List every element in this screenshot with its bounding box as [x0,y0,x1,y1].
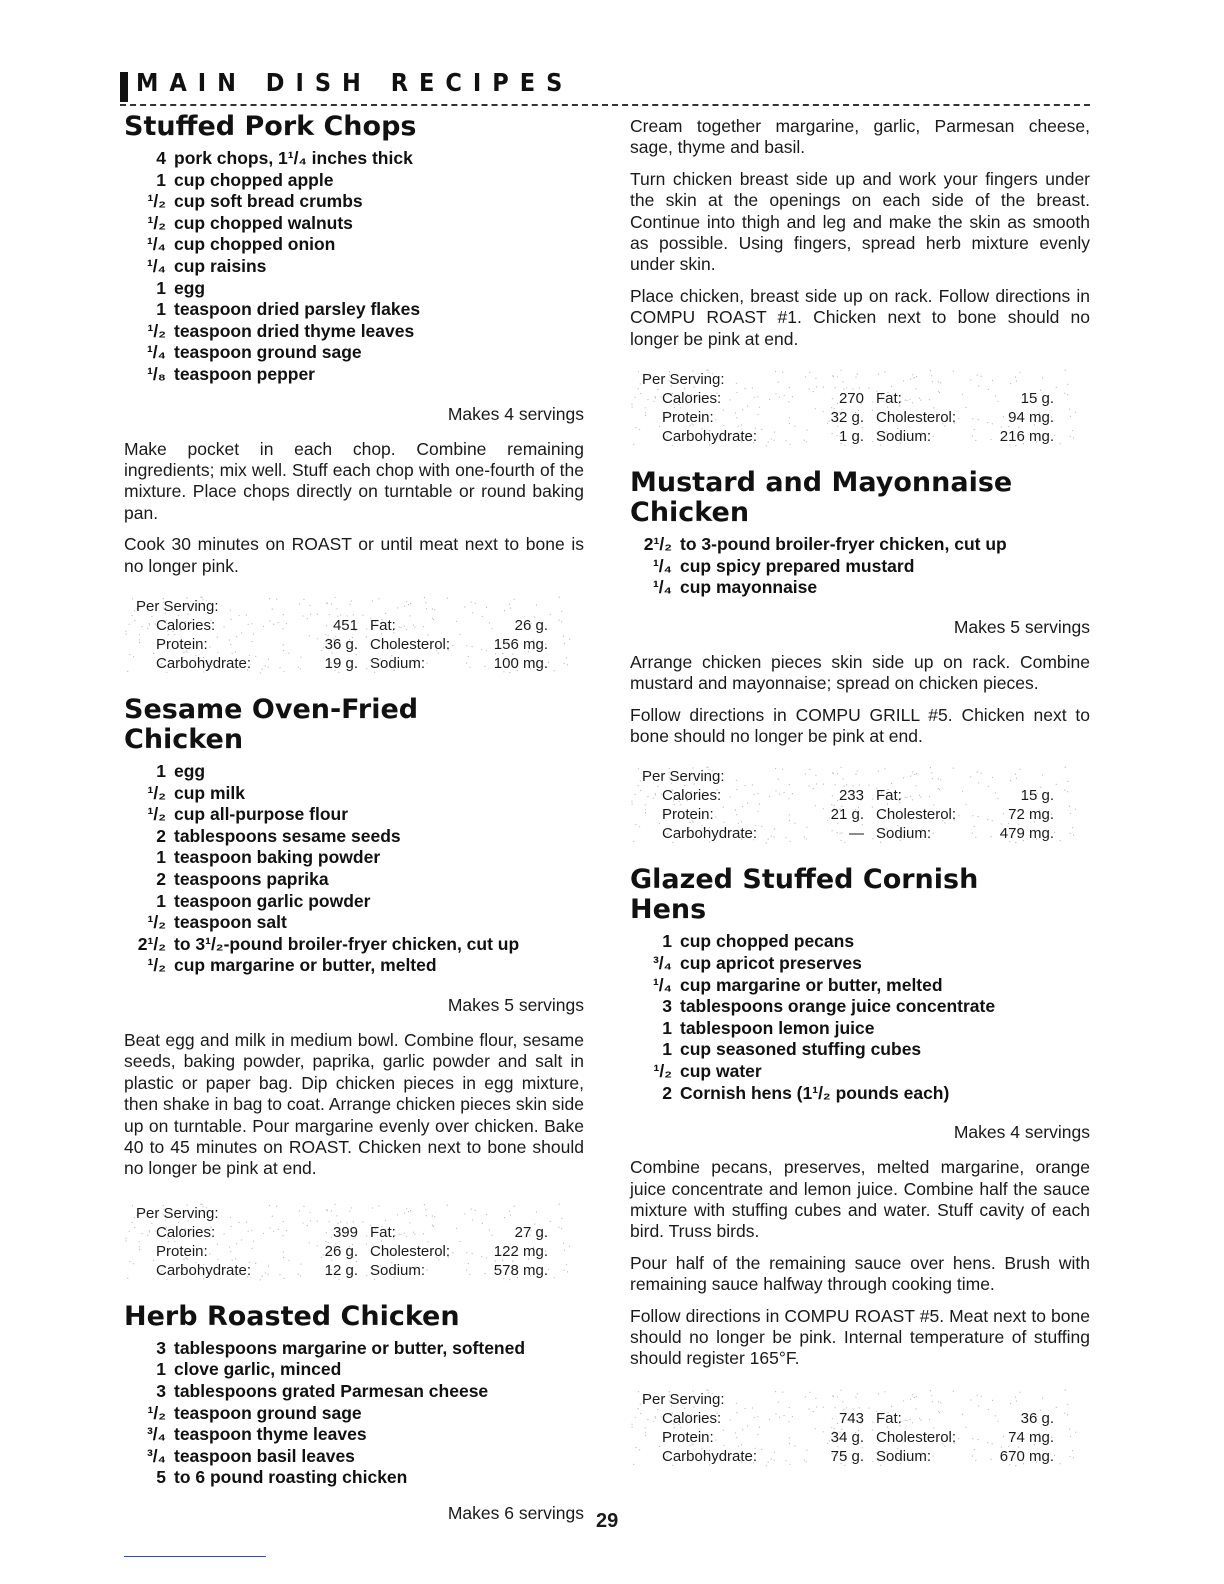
ingredient-item [124,912,584,934]
cholesterol-label: Cholesterol: [876,1428,957,1446]
nutrition-row [662,1409,1090,1428]
ingredient-text: tablespoons margarine or butter, softened [174,1337,526,1358]
left-column [124,112,584,1538]
recipe-title-line: Hens [630,894,707,926]
fat-label: Fat: [370,616,396,634]
fat-value: 26 g. [514,616,548,634]
ingredient-text: cup all-purpose flour [174,804,349,825]
nutrition-box [630,1388,1090,1468]
ingredient-text: teaspoon thyme leaves [174,1424,367,1445]
ingredient-quantity: 3 [662,996,672,1017]
protein-label: Protein: [662,409,714,427]
ingredient-text: clove garlic, minced [174,1359,342,1380]
ingredient-text: cup chopped apple [174,169,334,190]
recipe-title: Herb Roasted Chicken [124,1300,460,1332]
cholesterol-value: 74 mg. [1008,1428,1054,1446]
ingredient-text: cup milk [174,782,245,803]
direction-paragraph: Cook 30 minutes on ROAST or until meat next to bone is no longer pink. [124,534,584,576]
per-serving-label: Per Serving: [136,597,219,615]
ingredient-quantity: ¹/₈ [147,363,166,384]
ingredient-item [630,953,1090,975]
ingredient-text: teaspoon ground sage [174,342,362,363]
ingredient-quantity: 5 [156,1467,166,1488]
protein-label: Protein: [662,1428,714,1446]
ingredient-text: egg [174,760,206,781]
ingredient-quantity: ¹/₂ [147,804,166,825]
ingredient-list [630,534,1090,599]
ingredient-item [630,556,1090,578]
sodium-value: 100 mg. [493,654,548,672]
ingredient-item [124,804,584,826]
ingredient-item [630,996,1090,1018]
cholesterol-label: Cholesterol: [876,409,957,427]
ingredient-quantity: ¹/₂ [147,212,166,233]
ingredient-quantity: 2 [156,868,166,889]
recipe-title [124,695,584,755]
ingredient-item [124,148,584,170]
ingredient-text: tablespoons sesame seeds [174,825,401,846]
per-serving-label: Per Serving: [642,768,725,786]
fat-value: 36 g. [1020,1409,1054,1427]
calories-value: 233 [838,787,864,805]
ingredient-text: tablespoon lemon juice [680,1017,875,1038]
direction-paragraph: Beat egg and milk in medium bowl. Combine flour, sesame seeds, baking powder, paprika, garlic powder and salt in plastic or paper bag. Dip chicken pieces in egg mixture, then shake in bag to coat. Arrange chicken pieces skin side up on turntable. Pour margarine evenly over chicken. Bake 40 to 45 minutes on ROAST. Chicken next to bone should no longer be pink at end. [124,1029,584,1179]
direction-paragraph: Arrange chicken pieces skin side up on rack. Combine mustard and mayonnaise; spread on chicken pieces. [630,651,1090,694]
ingredient-text: tablespoons orange juice concentrate [680,996,996,1017]
ingredient-item [124,213,584,235]
ingredient-item [124,342,584,364]
ingredient-quantity: ³/₄ [652,953,672,974]
section-title: MAIN DISH RECIPES [136,68,574,97]
protein-value: 32 g. [830,409,864,427]
ingredient-quantity: 1 [156,299,166,320]
recipe-mustard-mayonnaise-chicken [630,468,1090,845]
cholesterol-value: 122 mg. [493,1242,548,1260]
ingredient-text: cup margarine or butter, melted [680,974,943,995]
nutrition-box [124,1202,584,1282]
ingredient-text: teaspoon basil leaves [174,1445,355,1466]
page-number: 29 [596,1510,619,1532]
per-serving-label: Per Serving: [642,371,725,389]
ingredient-text: teaspoon baking powder [174,847,381,868]
fat-value: 15 g. [1020,390,1054,408]
ingredient-quantity: 1 [156,760,166,781]
carbohydrate-value: 75 g. [830,1447,864,1465]
ingredient-item [630,577,1090,599]
ingredient-quantity: 1 [662,931,672,952]
ingredient-text: to 6 pound roasting chicken [174,1467,408,1488]
ingredient-list [124,761,584,977]
fat-label: Fat: [876,1409,902,1427]
carbohydrate-label: Carbohydrate: [156,654,252,672]
ingredient-quantity: 1 [662,1017,672,1038]
ingredient-quantity: ¹/₂ [147,1402,166,1423]
fat-value: 15 g. [1020,787,1054,805]
ingredient-text: to 3¹/₂-pound broiler-fryer chicken, cut up [174,933,520,954]
ingredient-quantity: ¹/₄ [652,974,672,995]
ingredient-text: cup raisins [174,255,267,276]
per-serving-label: Per Serving: [642,1390,725,1408]
ingredient-item [124,826,584,848]
ingredient-quantity: 3 [156,1337,166,1358]
protein-label: Protein: [156,1242,208,1260]
ingredient-quantity: ³/₄ [146,1424,166,1445]
header-rule [120,104,1090,106]
fat-label: Fat: [876,390,902,408]
sodium-value: 216 mg. [999,428,1054,446]
ingredient-item [124,869,584,891]
ingredient-text: teaspoon pepper [174,363,315,384]
ingredient-item [630,1039,1090,1061]
recipe-title [630,468,1090,528]
recipe-stuffed-pork-chops [124,112,584,675]
servings: Makes 5 servings [447,994,584,1015]
nutrition-row [662,1447,1090,1466]
ingredient-text: cup chopped walnuts [174,212,353,233]
cholesterol-label: Cholesterol: [370,1242,451,1260]
recipe-title: Stuffed Pork Chops [124,111,417,142]
nutrition-row [156,616,584,635]
ingredient-text: teaspoon ground sage [174,1402,362,1423]
ingredient-item [124,955,584,977]
ingredient-quantity: 4 [156,148,166,168]
ingredient-text: cup soft bread crumbs [174,191,363,212]
recipe-title-line: Glazed Stuffed Cornish [630,864,979,896]
recipe-title-line: Mustard and Mayonnaise [630,467,1013,499]
ingredient-text: teaspoon dried parsley flakes [174,299,421,320]
sodium-label: Sodium: [876,1447,932,1465]
cholesterol-label: Cholesterol: [876,806,957,824]
fat-value: 27 g. [514,1223,548,1241]
ingredient-item [124,783,584,805]
ingredient-text: cup chopped onion [174,234,336,255]
carbohydrate-value: 1 g. [838,428,864,446]
ingredient-item [124,761,584,783]
cholesterol-value: 156 mg. [493,635,548,653]
ingredient-quantity: ¹/₂ [147,191,166,212]
recipe-herb-roasted-chicken-continued [630,116,1090,448]
ingredient-text: pork chops, 1¹/₄ inches thick [174,148,413,168]
sodium-label: Sodium: [370,654,426,672]
ingredient-text: teaspoon garlic powder [174,890,371,911]
ingredient-item [124,299,584,321]
sodium-value: 479 mg. [999,825,1054,843]
ingredient-text: teaspoons paprika [174,868,329,889]
ingredient-quantity: ¹/₂ [653,1061,672,1082]
calories-value: 270 [838,390,864,408]
ingredient-item [124,170,584,192]
ingredient-item [630,1061,1090,1083]
nutrition-row [156,635,584,654]
ingredient-text: teaspoon dried thyme leaves [174,320,415,341]
ingredient-quantity: ¹/₄ [146,342,166,363]
ingredient-item [124,321,584,343]
servings: Makes 5 servings [953,616,1090,637]
calories-label: Calories: [156,1223,216,1241]
carbohydrate-label: Carbohydrate: [662,1447,758,1465]
ingredient-text: cup chopped pecans [680,931,855,952]
ingredient-list [124,1338,584,1489]
ingredient-text: Cornish hens (1¹/₂ pounds each) [680,1082,950,1103]
ingredient-text: teaspoon salt [174,912,287,933]
ingredient-text: cup mayonnaise [680,577,818,598]
carbohydrate-label: Carbohydrate: [662,428,758,446]
ingredient-item [124,934,584,956]
direction-paragraph: Turn chicken breast side up and work your fingers under the skin at the openings on each side of the breast. Continue into thigh and leg and make the skin as smooth as possible. Using fingers, spread herb mixture evenly under skin. [630,168,1090,275]
nutrition-row [662,805,1090,824]
per-serving-label: Per Serving: [136,1204,219,1222]
recipe-title-line: Sesame Oven-Fried [124,693,419,725]
calories-value: 743 [838,1409,864,1427]
direction-paragraph: Make pocket in each chop. Combine remaining ingredients; mix well. Stuff each chop with one-fourth of the mixture. Place chops directly on turntable or round baking pan. [124,438,584,523]
ingredient-quantity: ¹/₄ [146,234,166,255]
nutrition-box [630,368,1090,448]
ingredient-item [124,191,584,213]
ingredient-item [630,1083,1090,1105]
servings: Makes 6 servings [447,1502,584,1523]
ingredient-text: cup margarine or butter, melted [174,955,437,976]
cholesterol-label: Cholesterol: [370,635,451,653]
ingredient-quantity: 1 [156,847,166,868]
ingredient-quantity: ¹/₂ [147,912,166,933]
nutrition-row [662,824,1090,843]
carbohydrate-label: Carbohydrate: [662,825,758,843]
ingredient-quantity: 1 [662,1039,672,1060]
sodium-label: Sodium: [876,428,932,446]
fat-label: Fat: [876,787,902,805]
nutrition-row [156,1261,584,1280]
sodium-label: Sodium: [876,825,932,843]
sodium-label: Sodium: [370,1261,426,1279]
ingredient-quantity: 2¹/₂ [643,534,672,555]
ingredient-text: egg [174,277,206,298]
carbohydrate-value: — [849,825,864,843]
ingredient-quantity: ¹/₄ [652,577,672,598]
ingredient-text: cup water [680,1061,762,1082]
direction-paragraph: Cream together margarine, garlic, Parmesan cheese, sage, thyme and basil. [630,116,1090,158]
ingredient-item [124,364,584,386]
carbohydrate-label: Carbohydrate: [156,1261,252,1279]
direction-paragraph: Follow directions in COMPU ROAST #5. Meat next to bone should no longer be pink. Internal temperature of stuffing should register 165°F. [630,1305,1090,1369]
ingredient-list [124,148,584,386]
nutrition-row [662,786,1090,805]
calories-label: Calories: [662,390,722,408]
recipe-title [630,865,1090,925]
ingredient-quantity: 1 [156,890,166,911]
ingredient-item [124,278,584,300]
calories-value: 451 [332,616,358,634]
recipe-title-line: Chicken [124,723,244,755]
calories-label: Calories: [662,787,722,805]
protein-value: 36 g. [324,635,358,653]
nutrition-row [662,389,1090,408]
ingredient-text: tablespoons grated Parmesan cheese [174,1380,489,1401]
ingredient-item [124,1403,584,1425]
sodium-value: 670 mg. [999,1447,1054,1465]
carbohydrate-value: 19 g. [324,654,358,672]
ingredient-item [630,1018,1090,1040]
ingredient-text: to 3-pound broiler-fryer chicken, cut up [680,534,1007,555]
ingredient-item [124,1381,584,1403]
ingredient-quantity: ¹/₂ [147,782,166,803]
ingredient-quantity: 1 [156,169,166,190]
ingredient-list [630,931,1090,1104]
protein-value: 21 g. [830,806,864,824]
ingredient-item [630,534,1090,556]
recipe-glazed-cornish-hens [630,865,1090,1467]
ingredient-quantity: 2 [662,1082,672,1103]
nutrition-row [662,408,1090,427]
servings: Makes 4 servings [953,1122,1090,1143]
servings: Makes 4 servings [447,403,584,424]
direction-paragraph: Combine pecans, preserves, melted margarine, orange juice concentrate and lemon juice. Combine half the sauce mixture with stuffing cubes and water. Stuff cavity of each bird. Truss birds. [630,1157,1090,1242]
ingredient-quantity: 2 [156,825,166,846]
ingredient-quantity: 3 [156,1380,166,1401]
ingredient-quantity: ¹/₄ [652,555,672,576]
ingredient-quantity: ¹/₂ [147,955,166,976]
ingredient-item [124,1338,584,1360]
header-bar [120,72,128,102]
nutrition-row [156,1223,584,1242]
ingredient-item [630,975,1090,997]
nutrition-row [662,427,1090,446]
ingredient-item [124,234,584,256]
protein-value: 26 g. [324,1242,358,1260]
footer-rule [124,1556,266,1557]
recipe-title-line: Chicken [630,497,750,529]
ingredient-item [124,1446,584,1468]
protein-label: Protein: [156,635,208,653]
nutrition-box [124,595,584,675]
direction-paragraph: Pour half of the remaining sauce over hens. Brush with remaining sauce halfway through cooking time. [630,1252,1090,1295]
protein-label: Protein: [662,806,714,824]
calories-label: Calories: [662,1409,722,1427]
protein-value: 34 g. [830,1428,864,1446]
ingredient-quantity: ³/₄ [146,1445,166,1466]
cholesterol-value: 94 mg. [1008,409,1054,427]
ingredient-quantity: ¹/₂ [147,320,166,341]
ingredient-quantity: 2¹/₂ [137,933,166,954]
sodium-value: 578 mg. [493,1261,548,1279]
ingredient-text: cup apricot preserves [680,953,862,974]
direction-paragraph: Follow directions in COMPU GRILL #5. Chicken next to bone should no longer be pink at end. [630,704,1090,747]
calories-value: 399 [332,1223,358,1241]
right-column [630,116,1090,1488]
nutrition-box [630,765,1090,845]
ingredient-item [630,931,1090,953]
calories-label: Calories: [156,616,216,634]
ingredient-quantity: ¹/₄ [146,255,166,276]
ingredient-text: cup spicy prepared mustard [680,555,915,576]
ingredient-item [124,1467,584,1489]
fat-label: Fat: [370,1223,396,1241]
nutrition-row [662,1428,1090,1447]
ingredient-item [124,847,584,869]
cholesterol-value: 72 mg. [1008,806,1054,824]
ingredient-item [124,256,584,278]
ingredient-text: cup seasoned stuffing cubes [680,1039,922,1060]
section-header [120,66,1090,106]
direction-paragraph: Place chicken, breast side up on rack. Follow directions in COMPU ROAST #1. Chicken next to bone should no longer be pink at end. [630,285,1090,349]
carbohydrate-value: 12 g. [324,1261,358,1279]
ingredient-item [124,891,584,913]
ingredient-item [124,1359,584,1381]
nutrition-row [156,654,584,673]
nutrition-row [156,1242,584,1261]
recipe-sesame-chicken [124,695,584,1282]
ingredient-item [124,1424,584,1446]
ingredient-quantity: 1 [156,1359,166,1380]
ingredient-quantity: 1 [156,277,166,298]
recipe-herb-roasted-chicken [124,1302,584,1524]
